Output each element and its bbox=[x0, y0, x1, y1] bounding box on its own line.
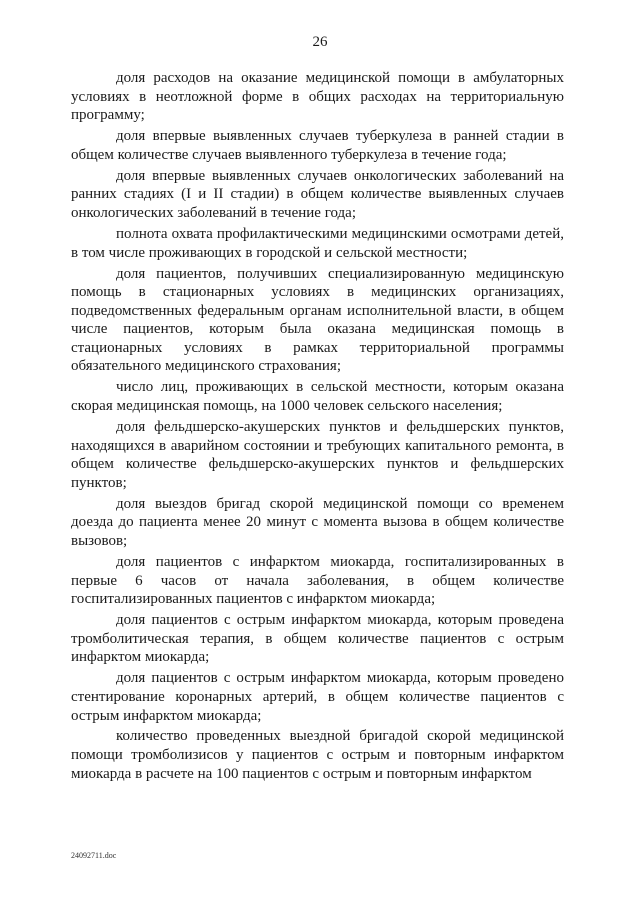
list-item: доля фельдшерско-акушерских пунктов и фельдшерских пунктов, находящихся в аварийном состоянии и требующих капитального ремонта, в общем количестве фельдшерско-акушерских пунктов и фельдшерских пунктов; bbox=[71, 419, 564, 491]
list-item: число лиц, проживающих в сельской местности, которым оказана скорая медицинская помощь, на 1000 человек сельского населения; bbox=[71, 379, 564, 415]
list-item: доля впервые выявленных случаев туберкулеза в ранней стадии в общем количестве случаев выявленного туберкулеза в течение года; bbox=[71, 128, 564, 163]
page-number: 26 bbox=[312, 34, 328, 50]
list-item: полнота охвата профилактическими медицинскими осмотрами детей, в том числе проживающих в городской и сельской местности; bbox=[71, 225, 564, 261]
list-item: доля выездов бригад скорой медицинской помощи со временем доезда до пациента менее 20 минут с момента вызова в общем количестве вызовов; bbox=[71, 495, 564, 549]
list-item: доля пациентов с острым инфарктом миокарда, которым проведена тромболитическая терапия, в общем количестве пациентов с острым инфарктом миокарда; bbox=[71, 612, 564, 666]
list-item: доля расходов на оказание медицинской помощи в амбулаторных условиях в неотложной форме в общих расходах на территориальную программу; bbox=[71, 70, 564, 124]
footer-document-code: 24092711.doc bbox=[71, 851, 117, 860]
document-body bbox=[71, 69, 564, 786]
list-item: количество проведенных выездной бригадой скорой медицинской помощи тромболизисов у пациентов с острым и повторным инфарктом миокарда в расчете на 100 пациентов с острым и повторным инфарктом bbox=[71, 728, 564, 782]
list-item: доля пациентов, получивших специализированную медицинскую помощь в стационарных условиях в медицинских организациях, подведомственных федеральным органам исполнительной власти, в общем числе пациентов, которым была оказана медицинская помощь в стационарных условиях в рамках территориальной программы обязательного медицинского страхования; bbox=[71, 265, 564, 375]
list-item: доля пациентов с острым инфарктом миокарда, которым проведено стентирование коронарных артерий, в общем количестве пациентов с острым инфарктом миокарда; bbox=[71, 670, 564, 724]
list-item: доля впервые выявленных случаев онкологических заболеваний на ранних стадиях (I и II стадии) в общем количестве выявленных случаев онкологических заболеваний в течение года; bbox=[71, 167, 564, 221]
list-item: доля пациентов с инфарктом миокарда, госпитализированных в первые 6 часов от начала заболевания, в общем количестве госпитализированных пациентов с инфарктом миокарда; bbox=[71, 553, 564, 608]
